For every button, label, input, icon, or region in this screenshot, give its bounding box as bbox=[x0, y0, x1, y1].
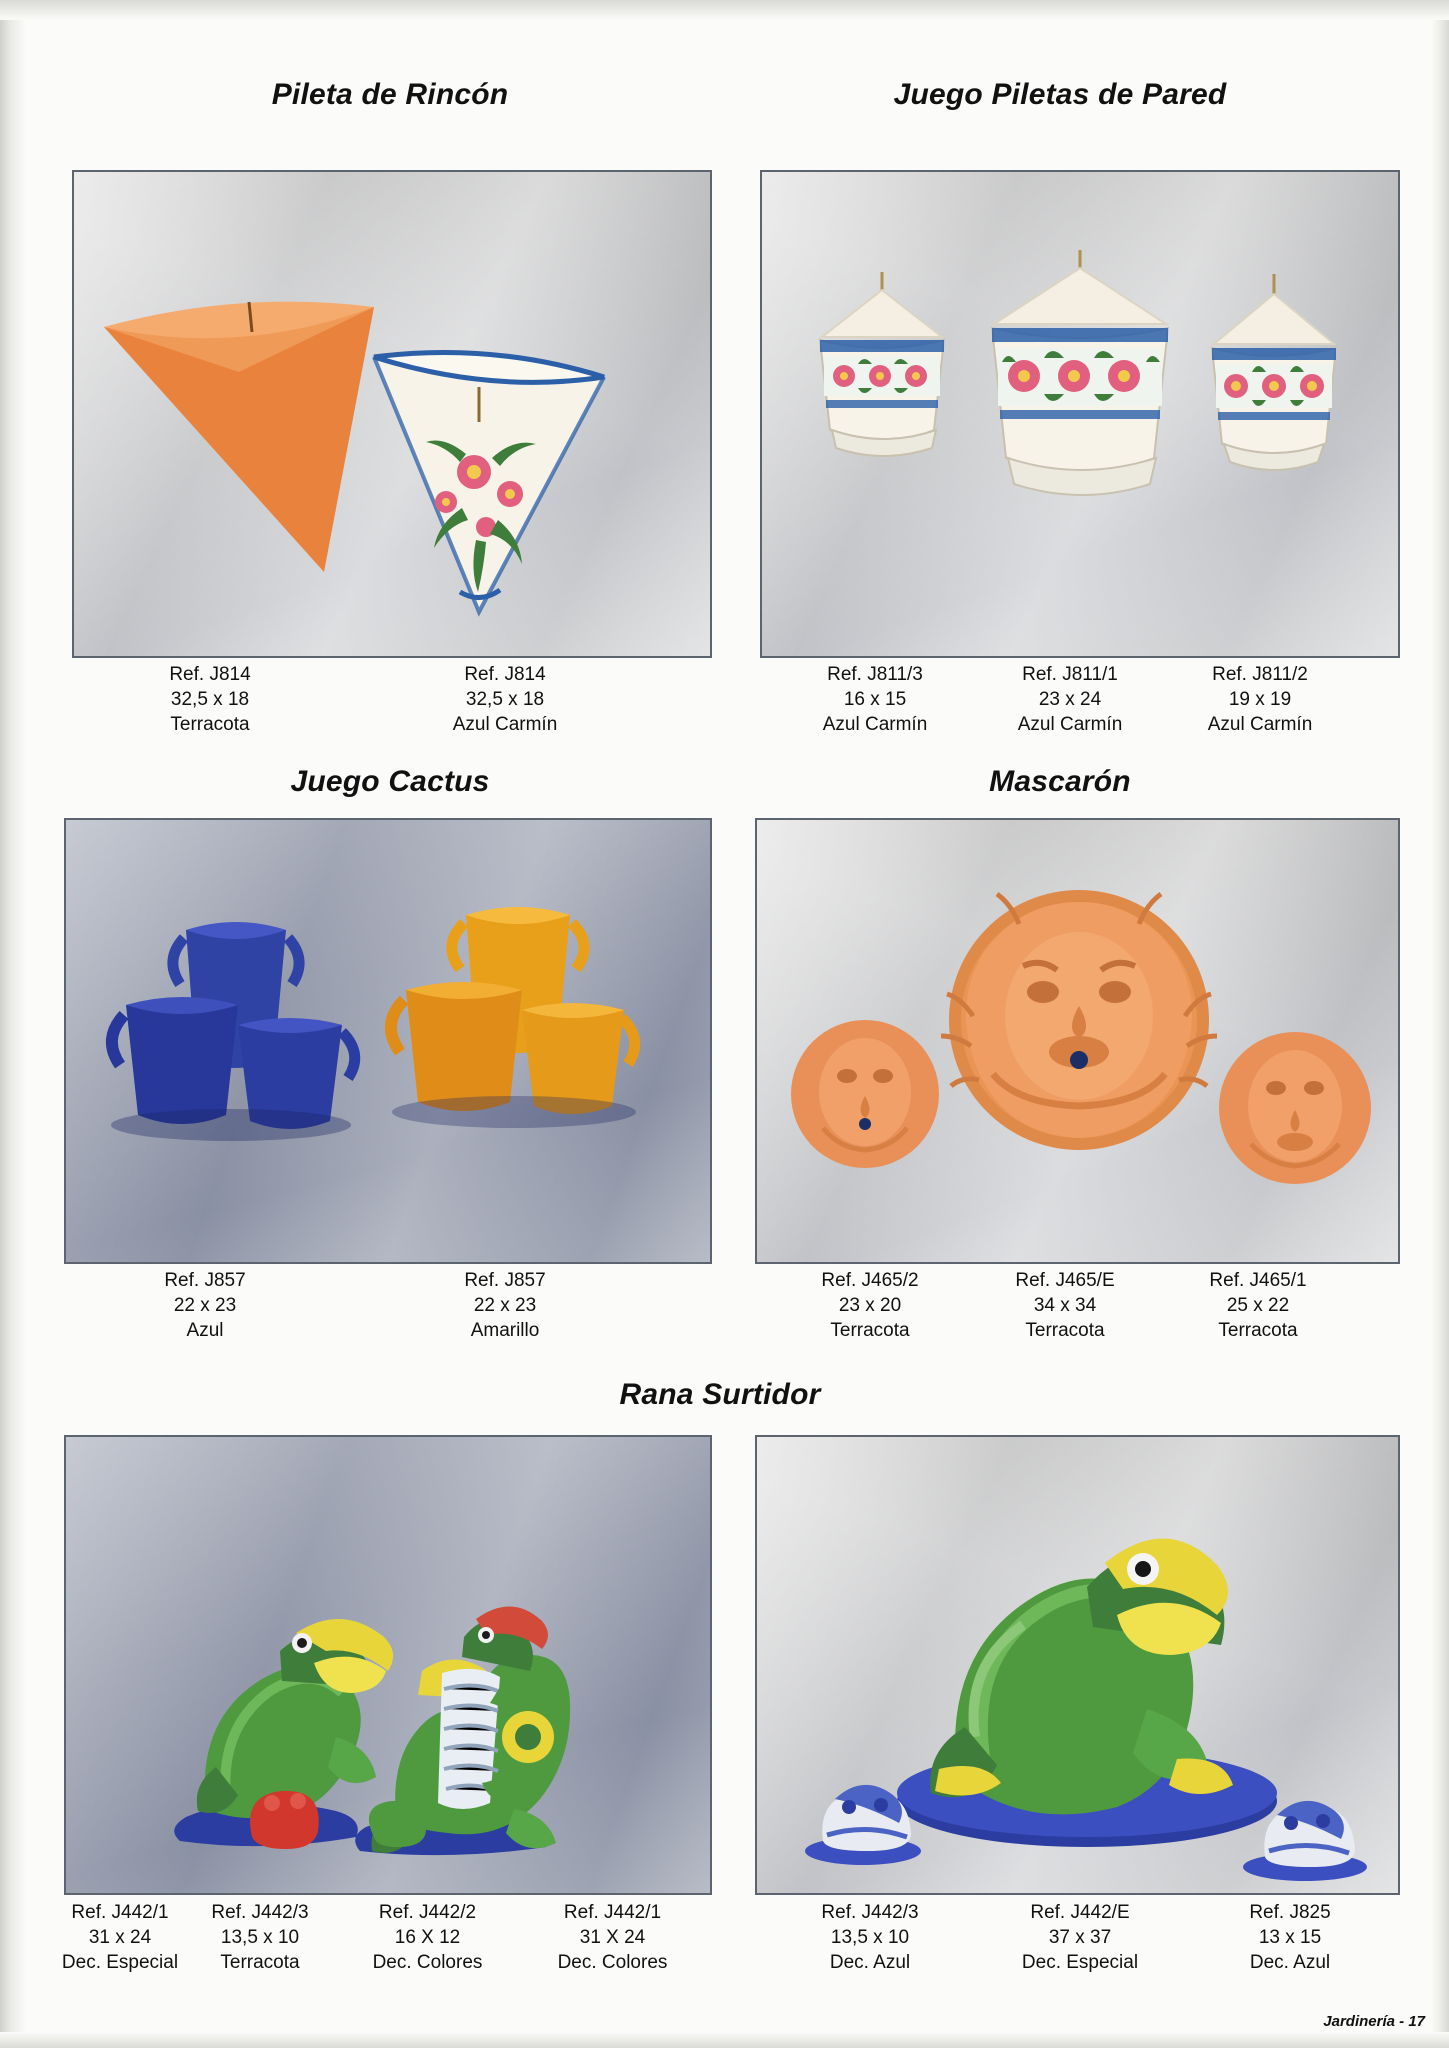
item-ref: Ref. J857 bbox=[164, 1270, 246, 1291]
page-footer: Jardinería - 17 bbox=[1323, 2013, 1425, 2030]
caption-j811-1 bbox=[975, 662, 1165, 737]
caption-j442-2-colores bbox=[335, 1900, 520, 1975]
item-finish: Dec. Especial bbox=[1021, 1952, 1139, 1973]
item-size: 32,5 x 18 bbox=[465, 689, 545, 710]
page-edge-right bbox=[1431, 0, 1449, 2048]
page-edge-top bbox=[0, 0, 1449, 20]
caption-j825-azul bbox=[1195, 1900, 1385, 1975]
item-size: 16 x 15 bbox=[843, 689, 907, 710]
item-ref: Ref. J465/2 bbox=[821, 1270, 919, 1291]
caption-j811-2 bbox=[1165, 662, 1355, 737]
item-size: 34 x 34 bbox=[1033, 1295, 1097, 1316]
item-size: 22 x 23 bbox=[173, 1295, 237, 1316]
item-ref: Ref. J857 bbox=[464, 1270, 546, 1291]
photo-rana-surtidor-grupo bbox=[64, 1435, 712, 1895]
caption-j857-amarillo bbox=[395, 1268, 615, 1343]
caption-j811-3 bbox=[780, 662, 970, 737]
item-finish: Azul Carmín bbox=[452, 714, 558, 735]
photo-mascaron bbox=[755, 818, 1400, 1264]
item-ref: Ref. J811/2 bbox=[1212, 664, 1308, 685]
item-ref: Ref. J814 bbox=[169, 664, 251, 685]
item-finish: Terracota bbox=[1025, 1320, 1105, 1341]
section-title-juego-piletas-de-pared: Juego Piletas de Pared bbox=[893, 78, 1227, 111]
item-finish: Dec. Especial bbox=[61, 1952, 179, 1973]
item-finish: Terracota bbox=[220, 1952, 300, 1973]
item-ref: Ref. J811/3 bbox=[827, 664, 923, 685]
item-size: 16 X 12 bbox=[394, 1927, 461, 1948]
photo-juego-cactus bbox=[64, 818, 712, 1264]
item-ref: Ref. J442/3 bbox=[821, 1902, 919, 1923]
item-size: 22 x 23 bbox=[473, 1295, 537, 1316]
caption-j465-2 bbox=[775, 1268, 965, 1343]
item-size: 32,5 x 18 bbox=[170, 689, 250, 710]
item-ref: Ref. J814 bbox=[464, 664, 546, 685]
item-finish: Dec. Azul bbox=[829, 1952, 911, 1973]
item-ref: Ref. J465/E bbox=[1015, 1270, 1115, 1291]
caption-j465-1 bbox=[1163, 1268, 1353, 1343]
item-ref: Ref. J825 bbox=[1249, 1902, 1331, 1923]
page-edge-left bbox=[0, 0, 26, 2048]
section-title-juego-cactus: Juego Cactus bbox=[290, 765, 490, 798]
section-title-rana-surtidor: Rana Surtidor bbox=[619, 1378, 821, 1411]
photo-rana-surtidor-grande bbox=[755, 1435, 1400, 1895]
caption-j442-1-especial bbox=[40, 1900, 200, 1975]
caption-j442-e-especial bbox=[975, 1900, 1185, 1975]
item-finish: Dec. Azul bbox=[1249, 1952, 1331, 1973]
item-finish: Terracota bbox=[170, 714, 250, 735]
section-title-mascaron: Mascarón bbox=[989, 765, 1131, 798]
caption-j465-e bbox=[970, 1268, 1160, 1343]
caption-j442-1-colores bbox=[520, 1900, 705, 1975]
item-size: 25 x 22 bbox=[1226, 1295, 1290, 1316]
page-edge-bottom bbox=[0, 2032, 1449, 2048]
photo-juego-piletas-de-pared bbox=[760, 170, 1400, 658]
item-finish: Azul bbox=[186, 1320, 224, 1341]
item-finish: Azul Carmín bbox=[822, 714, 928, 735]
item-finish: Azul Carmín bbox=[1207, 714, 1313, 735]
caption-j442-3-terracota bbox=[180, 1900, 340, 1975]
item-size: 37 x 37 bbox=[1048, 1927, 1112, 1948]
item-finish: Terracota bbox=[1218, 1320, 1298, 1341]
item-size: 13 x 15 bbox=[1258, 1927, 1322, 1948]
caption-j814-azul-carmin bbox=[395, 662, 615, 737]
caption-j442-3-azul bbox=[775, 1900, 965, 1975]
caption-j857-azul bbox=[95, 1268, 315, 1343]
item-size: 23 x 24 bbox=[1038, 689, 1102, 710]
item-finish: Azul Carmín bbox=[1017, 714, 1123, 735]
section-title-pileta-de-rincon: Pileta de Rincón bbox=[271, 78, 509, 111]
item-size: 13,5 x 10 bbox=[830, 1927, 910, 1948]
item-ref: Ref. J442/E bbox=[1030, 1902, 1130, 1923]
item-size: 23 x 20 bbox=[838, 1295, 902, 1316]
photo-pileta-de-rincon bbox=[72, 170, 712, 658]
item-ref: Ref. J811/1 bbox=[1022, 664, 1118, 685]
item-ref: Ref. J442/1 bbox=[71, 1902, 169, 1923]
item-finish: Dec. Colores bbox=[372, 1952, 483, 1973]
item-finish: Terracota bbox=[830, 1320, 910, 1341]
item-size: 13,5 x 10 bbox=[220, 1927, 300, 1948]
caption-j814-terracota bbox=[100, 662, 320, 737]
item-finish: Amarillo bbox=[470, 1320, 540, 1341]
item-ref: Ref. J442/3 bbox=[211, 1902, 309, 1923]
item-size: 31 x 24 bbox=[88, 1927, 152, 1948]
item-ref: Ref. J442/1 bbox=[563, 1902, 662, 1923]
item-ref: Ref. J465/1 bbox=[1209, 1270, 1307, 1291]
item-size: 19 x 19 bbox=[1228, 689, 1292, 710]
item-finish: Dec. Colores bbox=[557, 1952, 668, 1973]
item-ref: Ref. J442/2 bbox=[378, 1902, 477, 1923]
item-size: 31 X 24 bbox=[579, 1927, 646, 1948]
